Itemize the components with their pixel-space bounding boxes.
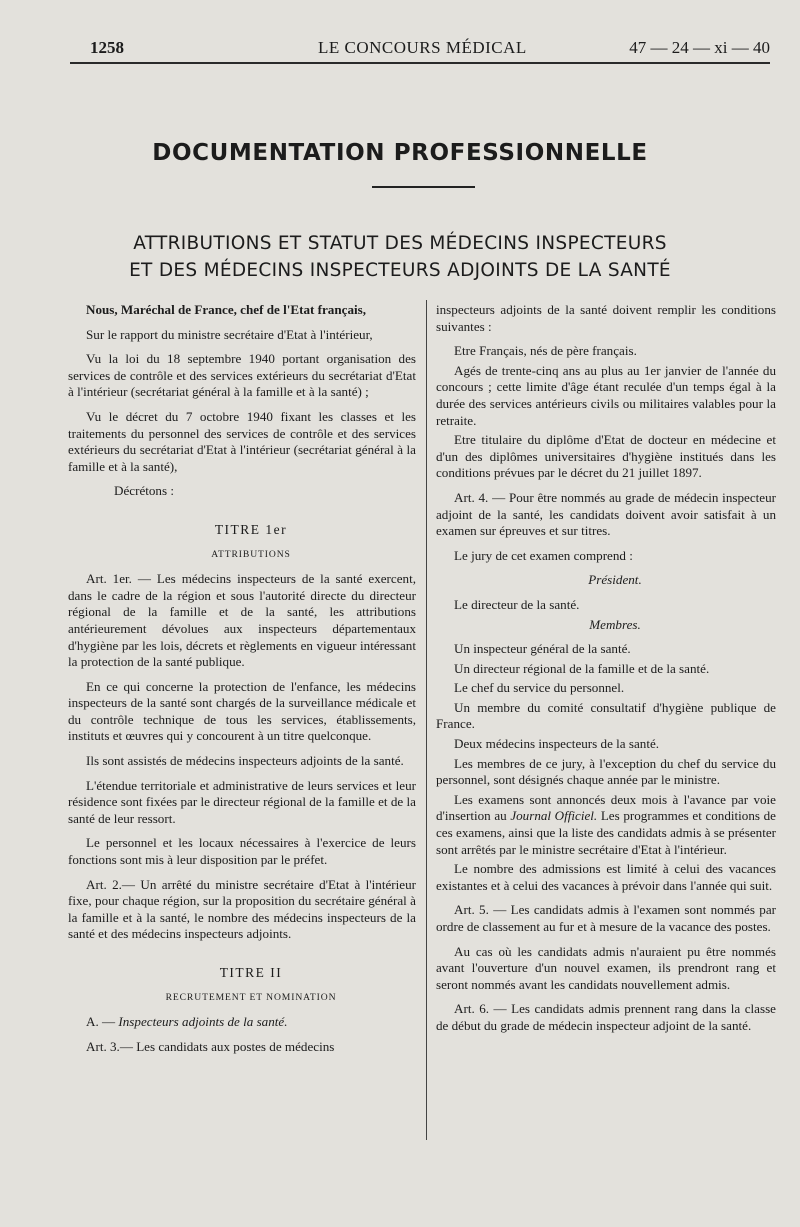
jury-member: Un membre du comité consultatif d'hygiène publique de France.: [436, 699, 776, 732]
condition-age: Agés de trente-cinq ans au plus au 1er janvier de l'année du concours ; cette limite d'âge étant reculée d'un temps égal à la durée des services antérieurs civils ou militaires valables pour la retraite.: [436, 362, 776, 428]
titre-2-heading: TITRE II: [219, 965, 283, 980]
jury-member: Un inspecteur général de la santé.: [454, 641, 631, 657]
column-divider: [426, 300, 427, 1140]
header-divider: [70, 62, 770, 64]
jury-member: Un directeur régional de la famille et de la santé.: [454, 660, 710, 676]
exam-announcement-text: Les programmes et conditions de ces examens, ainsi que la liste des candidats admis à se présenter sont arrêtés par le ministre secrétaire d'Etat à l'intérieur.: [436, 808, 776, 857]
condition-diploma: Etre titulaire du diplôme d'Etat de docteur en médecine et d'un des diplômes universitaires d'hygiène institués dans les conditions prévues par le décret du 21 juillet 1897.: [436, 432, 776, 481]
article-4: Art. 4. — Pour être nommés au grade de médecin inspecteur adjoint de la santé, les candidats doivent avoir satisfait à un examen sur épreuves et sur titres.: [436, 489, 776, 539]
article-title-line-2: ET DES MÉDECINS INSPECTEURS ADJOINTS DE LA SANTÉ: [129, 260, 671, 281]
article-1-label: Art. 1er.: [86, 571, 132, 587]
article-1: [68, 571, 416, 671]
paragraph: Au cas où les candidats admis n'auraient pu être nommés avant l'ouverture d'un nouvel examen, ils prendront rang et seront nommés avant les candidats nouvellement admis.: [436, 943, 776, 992]
paragraph: Le nombre des admissions est limité à celui des vacances existantes et à celui des vacances à prévoir dans l'année qui suit.: [436, 861, 776, 893]
paragraph: Le personnel et les locaux nécessaires à l'exercice de leurs fonctions sont mis à leur disposition par le préfet.: [68, 835, 416, 868]
exam-announcement: [436, 792, 776, 858]
members-label: Membres.: [589, 616, 641, 632]
paragraph: L'étendue territoriale et administrative de leurs services et leur résidence sont fixées par le directeur régional de la famille et de la santé de leur ressort.: [68, 777, 416, 826]
exam-announcement-text: Les examens sont annoncés deux mois à l'avance par voie d'insertion au: [436, 791, 776, 824]
president-label: Président.: [588, 572, 642, 588]
article-1-text: — Les médecins inspecteurs de la santé exercent, dans le cadre de la région et sous l'autorité directe du directeur régional de la famille et de la santé, les attributions antérieurement dévolues aux inspecteurs départementaux d'hygiène par les lois, décrets et règlements en vigueur intéressant la protection de la santé publique.: [68, 571, 416, 670]
article-5: Art. 5. — Les candidats admis à l'examen sont nommés par ordre de classement au fur et à mesure de la vacance des postes.: [436, 902, 776, 934]
paragraph: Ils sont assistés de médecins inspecteurs adjoints de la santé.: [86, 753, 404, 769]
paragraph: Vu la loi du 18 septembre 1940 portant organisation des services de contrôle et des services extérieurs du secrétariat d'Etat à l'intérieur (secrétariat général à la famille et à la santé) ;: [68, 351, 416, 400]
titre-1-heading: TITRE 1er: [214, 521, 288, 537]
journal-officiel: Journal Officiel.: [510, 808, 598, 824]
article-title-line-1: ATTRIBUTIONS ET STATUT DES MÉDECINS INSPECTEURS: [133, 233, 667, 254]
subsection-a-title: Inspecteurs adjoints de la santé.: [118, 1014, 288, 1030]
issue-reference: 47 — 24 — xi — 40: [629, 38, 770, 57]
paragraph: Sur le rapport du ministre secrétaire d'Etat à l'intérieur,: [86, 326, 373, 342]
paragraph: Vu le décret du 7 octobre 1940 fixant les classes et les traitements du personnel des services de contrôle et des services extérieurs du secrétariat d'Etat à l'intérieur (secrétariat général à la famille et à la santé),: [68, 408, 416, 474]
page-number: 1258: [90, 38, 124, 57]
right-column: [436, 302, 776, 1043]
journal-title: LE CONCOURS MÉDICAL: [318, 38, 527, 57]
article-2: Art. 2.— Un arrêté du ministre secrétaire d'Etat à l'intérieur fixe, pour chaque région, sur la proposition du secrétaire général à la famille et à la santé, le nombre des médecins inspecteurs de la santé et des médecins inspecteurs adjoints.: [68, 876, 416, 942]
titre-1-subheading: ATTRIBUTIONS: [211, 548, 291, 560]
article-3-start: Art. 3.— Les candidats aux postes de médecins: [86, 1038, 335, 1054]
article-6: Art. 6. — Les candidats admis prennent rang dans la classe de début du grade de médecin inspecteur adjoint de la santé.: [436, 1001, 776, 1033]
decree-formula: Décrétons :: [114, 483, 174, 499]
titre-2-subheading: RECRUTEMENT ET NOMINATION: [165, 991, 337, 1003]
paragraph: Les membres de ce jury, à l'exception du chef du service du personnel, sont désignés chaque année par le ministre.: [436, 755, 776, 788]
title-divider: [372, 186, 475, 188]
condition-nationality: Etre Français, nés de père français.: [454, 343, 637, 359]
jury-president: Le directeur de la santé.: [454, 596, 580, 612]
paragraph: En ce qui concerne la protection de l'enfance, les médecins inspecteurs de la santé sont chargés de la surveillance médicale et du contrôle technique de tous les services, établissements, instituts et œuvres qui y concourent à un titre quelconque.: [68, 678, 416, 744]
preamble: Nous, Maréchal de France, chef de l'Etat français,: [86, 302, 367, 317]
jury-intro: Le jury de cet examen comprend :: [454, 547, 633, 563]
subsection-a-prefix: A. —: [86, 1014, 116, 1030]
article-title: [0, 230, 800, 284]
paragraph: inspecteurs adjoints de la santé doivent remplir les conditions suivantes :: [436, 302, 776, 334]
section-title: DOCUMENTATION PROFESSIONNELLE: [152, 140, 648, 166]
running-header: [70, 38, 770, 62]
jury-member: Le chef du service du personnel.: [454, 680, 625, 696]
jury-member: Deux médecins inspecteurs de la santé.: [454, 736, 660, 752]
subsection-a: [68, 1014, 416, 1031]
left-column: [68, 302, 416, 1063]
